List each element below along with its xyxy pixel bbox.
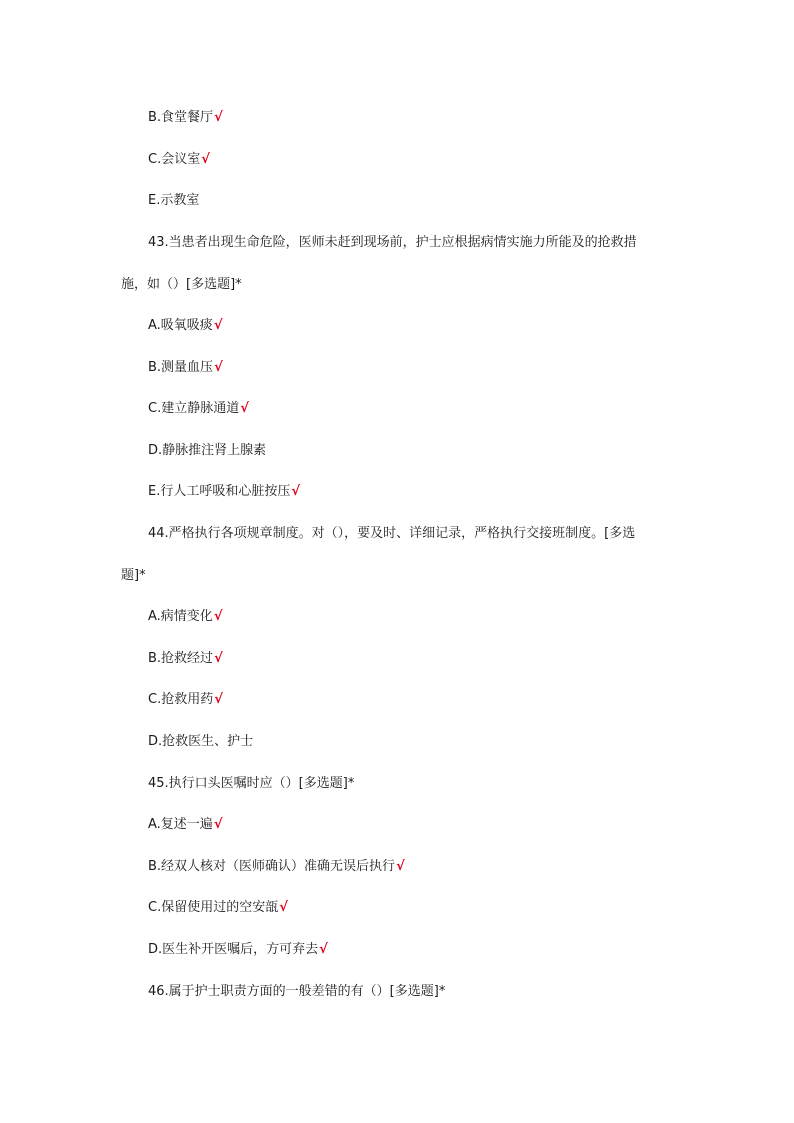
option-text: C.建立静脉通道: [148, 401, 240, 416]
question-text: 45.执行口头医嘱时应（）[多选题]*: [148, 776, 355, 791]
option-text: E.行人工呼吸和心脏按压: [148, 484, 291, 499]
question-43-line-2: [121, 276, 242, 294]
q45-option-c: [148, 899, 288, 917]
question-46: [148, 983, 445, 1001]
check-mark-icon: √: [214, 360, 223, 375]
q45-option-a: [148, 816, 222, 834]
check-mark-icon: √: [213, 318, 223, 333]
option-text: A.复述一遍: [148, 817, 213, 832]
option-text: C.抢救用药: [148, 692, 214, 707]
option-text: A.吸氧吸痰: [148, 318, 213, 333]
check-mark-icon: √: [201, 152, 210, 167]
check-mark-icon: √: [213, 817, 223, 832]
option-text: A.病情变化: [148, 609, 213, 624]
check-mark-icon: √: [214, 110, 223, 125]
option-text: B.食堂餐厅: [148, 110, 214, 125]
question-text: 施，如（）[多选题]*: [121, 277, 242, 292]
check-mark-icon: √: [240, 401, 249, 416]
q43-option-d: [148, 442, 266, 460]
q45-option-b: [148, 858, 405, 876]
check-mark-icon: √: [279, 900, 288, 915]
question-text: 43.当患者出现生命危险，医师未赶到现场前，护士应根据病情实施力所能及的抢救措: [148, 235, 637, 250]
q44-option-c: [148, 691, 223, 709]
question-43-line-1: [148, 234, 637, 252]
check-mark-icon: √: [214, 651, 223, 666]
question-text: 44.严格执行各项规章制度。对（），要及时、详细记录，严格执行交接班制度。[多选: [148, 526, 636, 541]
q43-option-c: [148, 400, 249, 418]
q45-option-d: [148, 941, 328, 959]
check-mark-icon: √: [214, 692, 223, 707]
q43-option-e: [148, 483, 300, 501]
question-44-line-2: [121, 567, 146, 585]
option-text: D.抢救医生、护士: [148, 734, 254, 749]
option-text: D.静脉推注肾上腺素: [148, 443, 267, 458]
q44-option-b: [148, 650, 223, 668]
q44-option-d: [148, 733, 253, 751]
q43-option-a: [148, 317, 222, 335]
option-c-meeting-room: [148, 151, 210, 169]
q43-option-b: [148, 359, 223, 377]
check-mark-icon: √: [396, 859, 405, 874]
check-mark-icon: √: [291, 484, 301, 499]
option-e-demo-room: [148, 192, 199, 210]
question-text: 46.属于护士职责方面的一般差错的有（）[多选题]*: [148, 984, 446, 999]
question-text: 题]*: [121, 568, 146, 583]
option-text: B.测量血压: [148, 360, 214, 375]
option-text: B.经双人核对（医师确认）准确无误后执行: [148, 859, 396, 874]
q44-option-a: [148, 608, 222, 626]
option-text: C.会议室: [148, 152, 201, 167]
option-text: C.保留使用过的空安瓿: [148, 900, 279, 915]
option-b-dining-hall: [148, 109, 223, 127]
option-text: D.医生补开医嘱后，方可弃去: [148, 942, 319, 957]
option-text: E.示教室: [148, 193, 200, 208]
option-text: B.抢救经过: [148, 651, 214, 666]
check-mark-icon: √: [213, 609, 223, 624]
check-mark-icon: √: [319, 942, 328, 957]
question-44-line-1: [148, 525, 635, 543]
question-45: [148, 775, 354, 793]
